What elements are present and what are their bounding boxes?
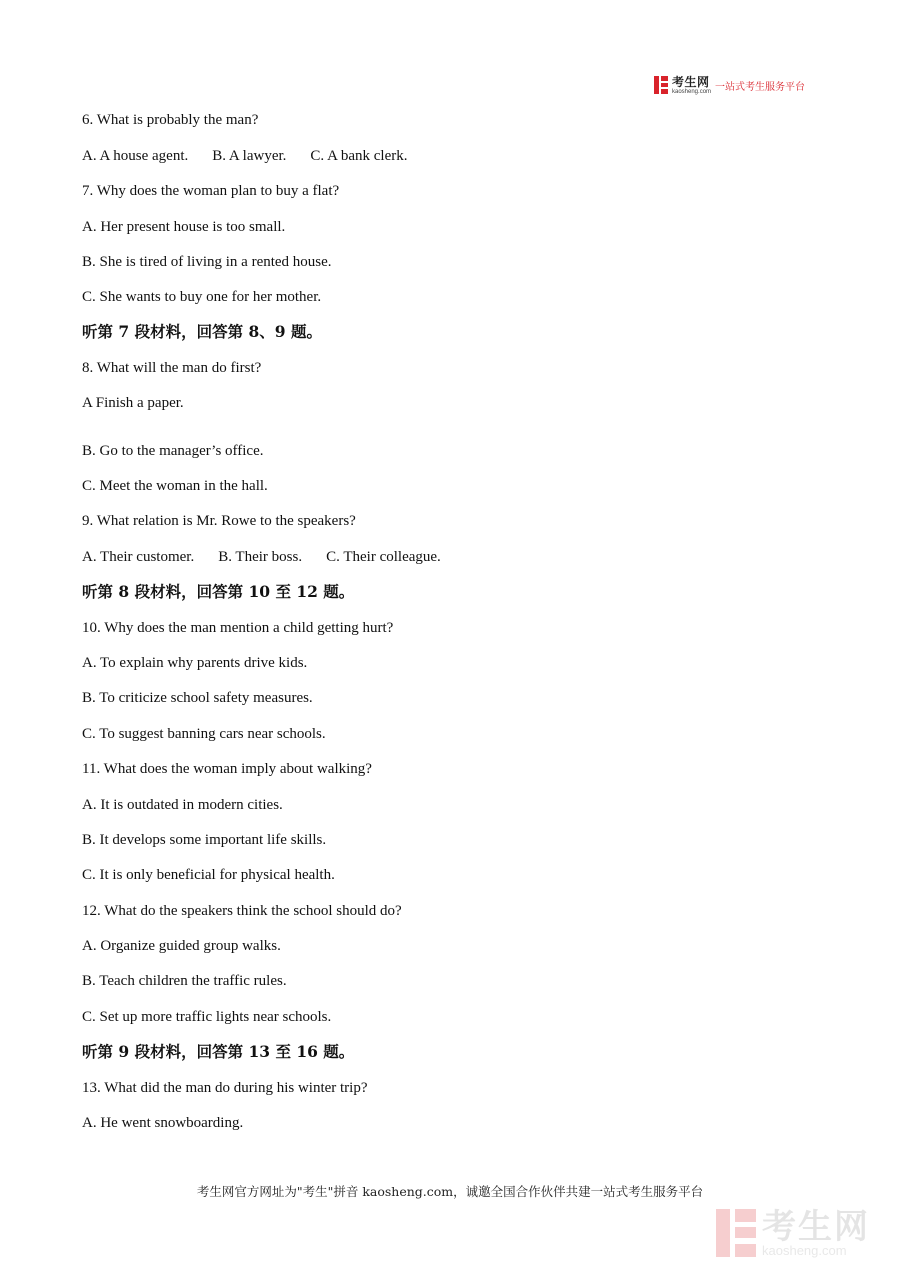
- question-line: 13. What did the man do during his winter trip?: [82, 1080, 368, 1096]
- question-line: 11. What does the woman imply about walking?: [82, 761, 372, 777]
- question-line: C. She wants to buy one for her mother.: [82, 289, 322, 305]
- question-line: B. Teach children the traffic rules.: [82, 973, 287, 989]
- logo-brand-url: kaosheng.com: [672, 88, 712, 95]
- header-logo: [654, 73, 824, 97]
- question-line: C. To suggest banning cars near schools.: [82, 726, 326, 742]
- watermark-brand-url: kaosheng.com: [762, 1242, 847, 1258]
- question-line: B. She is tired of living in a rented house.: [82, 254, 332, 270]
- question-line: 12. What do the speakers think the school should do?: [82, 903, 402, 919]
- answer-option: A. Their customer.: [82, 549, 195, 565]
- question-line: 6. What is probably the man?: [82, 112, 259, 128]
- question-line: 8. What will the man do first?: [82, 360, 262, 376]
- section-heading: 听第 9 段材料，回答第 13 至 16 题。: [82, 1042, 355, 1061]
- answer-option: A. A house agent.: [82, 148, 189, 164]
- question-line: C. Meet the woman in the hall.: [82, 478, 268, 494]
- section-heading: 听第 7 段材料，回答第 8、9 题。: [82, 322, 322, 341]
- question-line: B. It develops some important life skills.: [82, 832, 327, 848]
- header-slogan: 一站式考生服务平台: [715, 81, 806, 93]
- question-line: A. It is outdated in modern cities.: [82, 797, 283, 813]
- option-row: [82, 147, 408, 165]
- page-footer: 考生网官方网址为"考生"拼音 kaosheng.com，诚邀全国合作伙伴共建一站式考生服务平台: [196, 1184, 704, 1199]
- kaosheng-watermark-icon: [716, 1209, 756, 1257]
- question-line: A. To explain why parents drive kids.: [82, 655, 308, 671]
- question-line: A. Her present house is too small.: [82, 219, 286, 235]
- question-line: 9. What relation is Mr. Rowe to the speakers?: [82, 513, 356, 529]
- option-row: [82, 548, 441, 566]
- watermark-logo: [716, 1205, 886, 1261]
- question-line: C. It is only beneficial for physical health.: [82, 867, 335, 883]
- kaosheng-logo-icon: [654, 76, 668, 94]
- watermark-brand-name: 考生网: [762, 1206, 870, 1247]
- question-line: B. To criticize school safety measures.: [82, 690, 313, 706]
- question-line: A. He went snowboarding.: [82, 1115, 244, 1131]
- answer-option: B. Their boss.: [218, 549, 303, 565]
- question-line: C. Set up more traffic lights near schools.: [82, 1009, 332, 1025]
- answer-option: C. A bank clerk.: [310, 148, 408, 164]
- question-line: 7. Why does the woman plan to buy a flat?: [82, 183, 340, 199]
- answer-option: B. A lawyer.: [212, 148, 287, 164]
- logo-brand-name: 考生网: [672, 74, 710, 89]
- section-heading: 听第 8 段材料，回答第 10 至 12 题。: [82, 582, 355, 601]
- question-line: B. Go to the manager’s office.: [82, 443, 264, 459]
- answer-option: C. Their colleague.: [326, 549, 441, 565]
- question-line: A. Organize guided group walks.: [82, 938, 281, 954]
- question-line: 10. Why does the man mention a child getting hurt?: [82, 620, 394, 636]
- question-line: A Finish a paper.: [82, 395, 184, 411]
